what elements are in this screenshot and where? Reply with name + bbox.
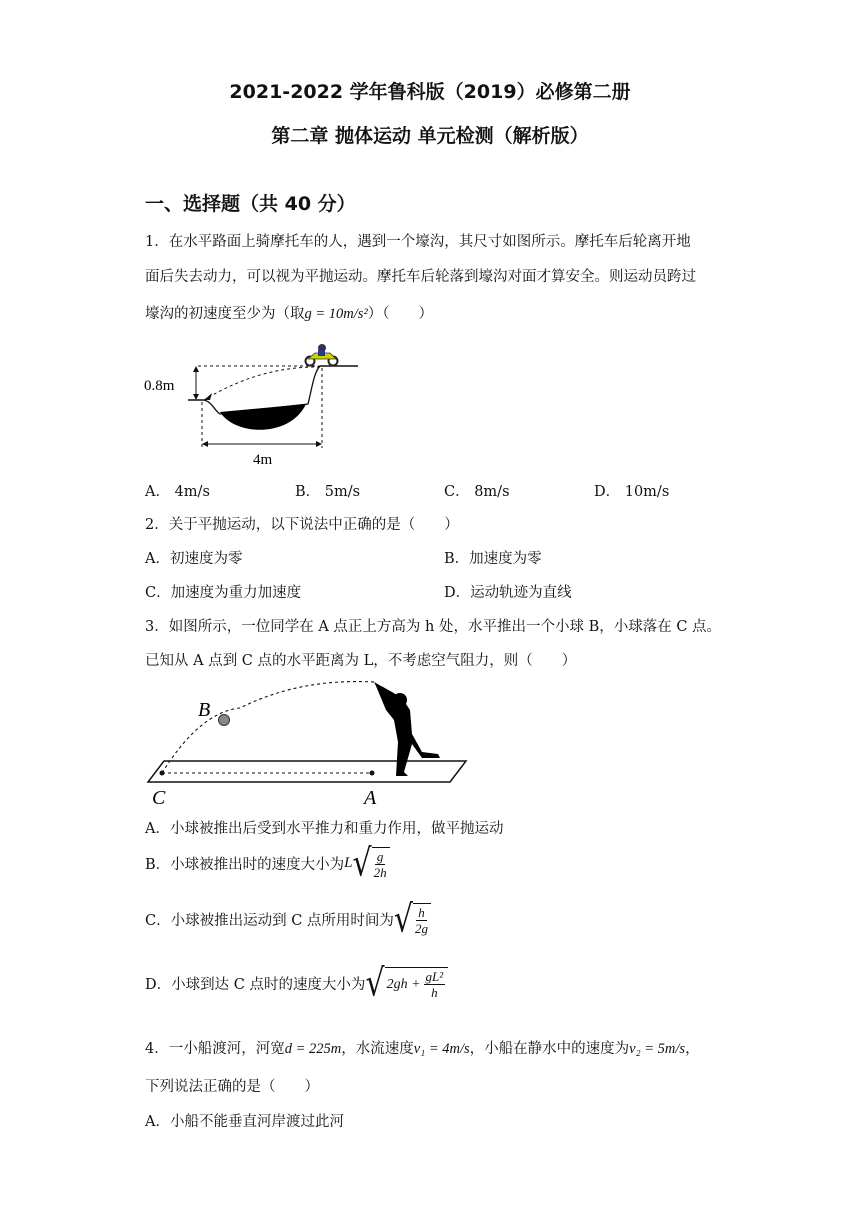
q3-option-b-sqrt: √ $\frac{g}{2h}$ — [353, 847, 390, 880]
q2-option-a[interactable]: A．初速度为零 — [145, 551, 243, 567]
q1-answer-bracket: ）（ ） — [367, 306, 434, 322]
q3-label-b: B — [198, 699, 211, 721]
motorcycle-icon — [306, 344, 338, 366]
q3-option-b[interactable] — [145, 841, 390, 885]
q1-option-c[interactable]: C． 8m/s — [444, 484, 510, 500]
q2-stem: 2．关于平抛运动，以下说法中正确的是（ ） — [145, 517, 459, 533]
q1-height-label: 0.8m — [144, 378, 175, 394]
q1-width-label: 4m — [253, 452, 273, 468]
q3-option-c-text: C．小球被推出运动到 C 点所用时间为 — [145, 913, 394, 929]
q3-option-d[interactable] — [145, 961, 448, 1005]
q3-stem-line1: 3．如图所示，一位同学在 A 点正上方高为 h 处，水平推出一个小球 B，小球落在 C 点。 — [145, 619, 722, 635]
q1-stem-line3-text: 壕沟的初速度至少为（取 — [145, 306, 305, 322]
q3-option-d-pre: 2gh + — [386, 976, 421, 992]
q3-option-b-den: 2h — [373, 865, 387, 880]
q3-option-c[interactable] — [145, 897, 431, 941]
document-title: 2021-2022 学年鲁科版（2019）必修第二册 — [229, 81, 631, 103]
q4-text-1: 4．一小船渡河，河宽 — [145, 1041, 285, 1057]
q3-option-b-l: L — [344, 855, 353, 871]
q3-option-b-text: B．小球被推出时的速度大小为 — [145, 857, 345, 873]
section-heading: 一、选择题（共 40 分） — [145, 193, 356, 215]
q4-water-speed: v₁ = 4m/s — [413, 1041, 470, 1057]
q3-option-b-num: g — [376, 849, 384, 864]
q1-gravity-value: g = 10m/s² — [304, 306, 368, 322]
q3-option-c-sqrt: √ $\frac{h}{2g}$ — [394, 903, 431, 936]
q1-stem-line3 — [145, 302, 433, 323]
q3-option-d-text: D．小球到达 C 点时的速度大小为 — [145, 977, 366, 993]
q4-stem-line2: 下列说法正确的是（ ） — [145, 1079, 319, 1095]
q4-option-a[interactable]: A．小船不能垂直河岸渡过此河 — [145, 1114, 344, 1130]
q3-option-d-den: h — [431, 985, 438, 1000]
q4-river-width: d = 225m — [284, 1041, 342, 1057]
q3-throw-figure — [140, 672, 475, 812]
q2-option-b[interactable]: B．加速度为零 — [444, 551, 542, 567]
q1-ditch-figure — [140, 338, 370, 470]
q3-option-c-den: 2g — [415, 921, 429, 936]
q3-label-a: A — [364, 787, 377, 809]
q4-boat-speed: v₂ = 5m/s — [629, 1041, 686, 1057]
q1-stem-line2: 面后失去动力，可以视为平抛运动。摩托车后轮落到壕沟对面才算安全。则运动员跨过 — [145, 269, 696, 285]
q1-option-a[interactable]: A． 4m/s — [145, 484, 210, 500]
q3-option-d-sqrt: √ 2gh + $\frac{\text{gL²}}{h}$ — [365, 967, 448, 1000]
q3-label-c: C — [152, 787, 166, 809]
q1-option-b[interactable]: B． 5m/s — [295, 484, 361, 500]
q1-stem-line1: 1．在水平路面上骑摩托车的人，遇到一个壕沟，其尺寸如图所示。摩托车后轮离开地 — [145, 234, 691, 250]
q3-stem-line2: 已知从 A 点到 C 点的水平距离为 L，不考虑空气阻力，则（ ） — [145, 653, 577, 669]
q2-option-c[interactable]: C．加速度为重力加速度 — [145, 585, 302, 601]
document-subtitle: 第二章 抛体运动 单元检测（解析版） — [271, 125, 589, 147]
athlete-silhouette — [374, 682, 440, 776]
q4-text-2: ，水流速度 — [341, 1041, 414, 1057]
q4-text-3: ，小船在静水中的速度为 — [469, 1041, 630, 1057]
q2-option-d[interactable]: D．运动轨迹为直线 — [444, 585, 572, 601]
q3-option-c-num: h — [418, 905, 425, 920]
q1-option-d[interactable]: D． 10m/s — [594, 484, 670, 500]
q3-option-d-num: gL² — [425, 969, 444, 984]
q4-stem-line1 — [145, 1037, 700, 1058]
q3-option-a[interactable]: A．小球被推出后受到水平推力和重力作用，做平抛运动 — [145, 821, 504, 837]
q4-text-4: ， — [685, 1041, 700, 1057]
